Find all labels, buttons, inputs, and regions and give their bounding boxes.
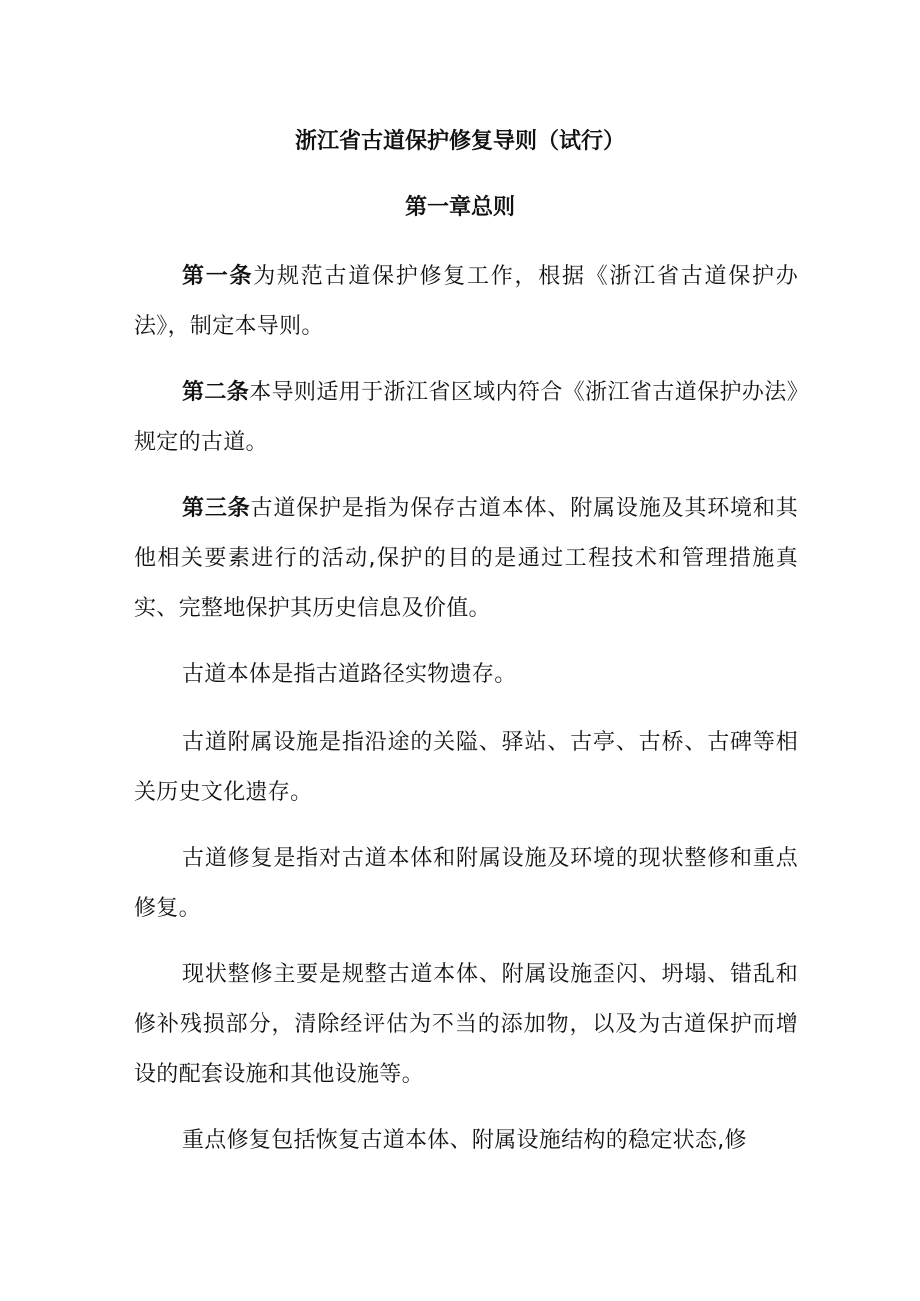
article-label: 第三条 xyxy=(182,496,251,521)
paragraph-text: 本导则适用于浙江省区域内符合《浙江省古道保护办法》规定的古道。 xyxy=(134,380,798,455)
paragraph-text: 古道本体是指古道路径实物遗存。 xyxy=(182,662,517,687)
definition-paragraph xyxy=(134,950,798,1100)
definition-paragraph xyxy=(134,1116,798,1166)
article-label: 第一条 xyxy=(182,264,254,289)
definition-paragraph xyxy=(134,834,798,934)
paragraph-text: 现状整修主要是规整古道本体、附属设施歪闪、坍塌、错乱和修补残损部分，清除经评估为不当的添加物，以及为古道保护而增设的配套设施和其他设施等。 xyxy=(134,962,798,1087)
article-3-paragraph xyxy=(134,484,798,634)
definition-paragraph xyxy=(134,718,798,818)
paragraph-text: 古道附属设施是指沿途的关隘、驿站、古亭、古桥、古碑等相关历史文化遗存。 xyxy=(134,730,798,805)
paragraph-text: 古道保护是指为保存古道本体、附属设施及其环境和其他相关要素进行的活动,保护的目的是通过工程技术和管理措施真实、完整地保护其历史信息及价值。 xyxy=(134,496,799,621)
definition-paragraph xyxy=(134,650,798,700)
paragraph-text: 古道修复是指对古道本体和附属设施及环境的现状整修和重点修复。 xyxy=(134,846,798,921)
document-title: 浙江省古道保护修复导则（试行） xyxy=(294,129,625,154)
article-1-paragraph xyxy=(134,252,798,352)
chapter-title: 第一章总则 xyxy=(404,195,515,220)
paragraph-text: 为规范古道保护修复工作，根据《浙江省古道保护办法》，制定本导则。 xyxy=(134,264,798,339)
article-label: 第二条 xyxy=(182,380,250,405)
paragraph-text: 重点修复包括恢复古道本体、附属设施结构的稳定状态,修 xyxy=(182,1128,747,1153)
article-2-paragraph xyxy=(134,368,798,468)
